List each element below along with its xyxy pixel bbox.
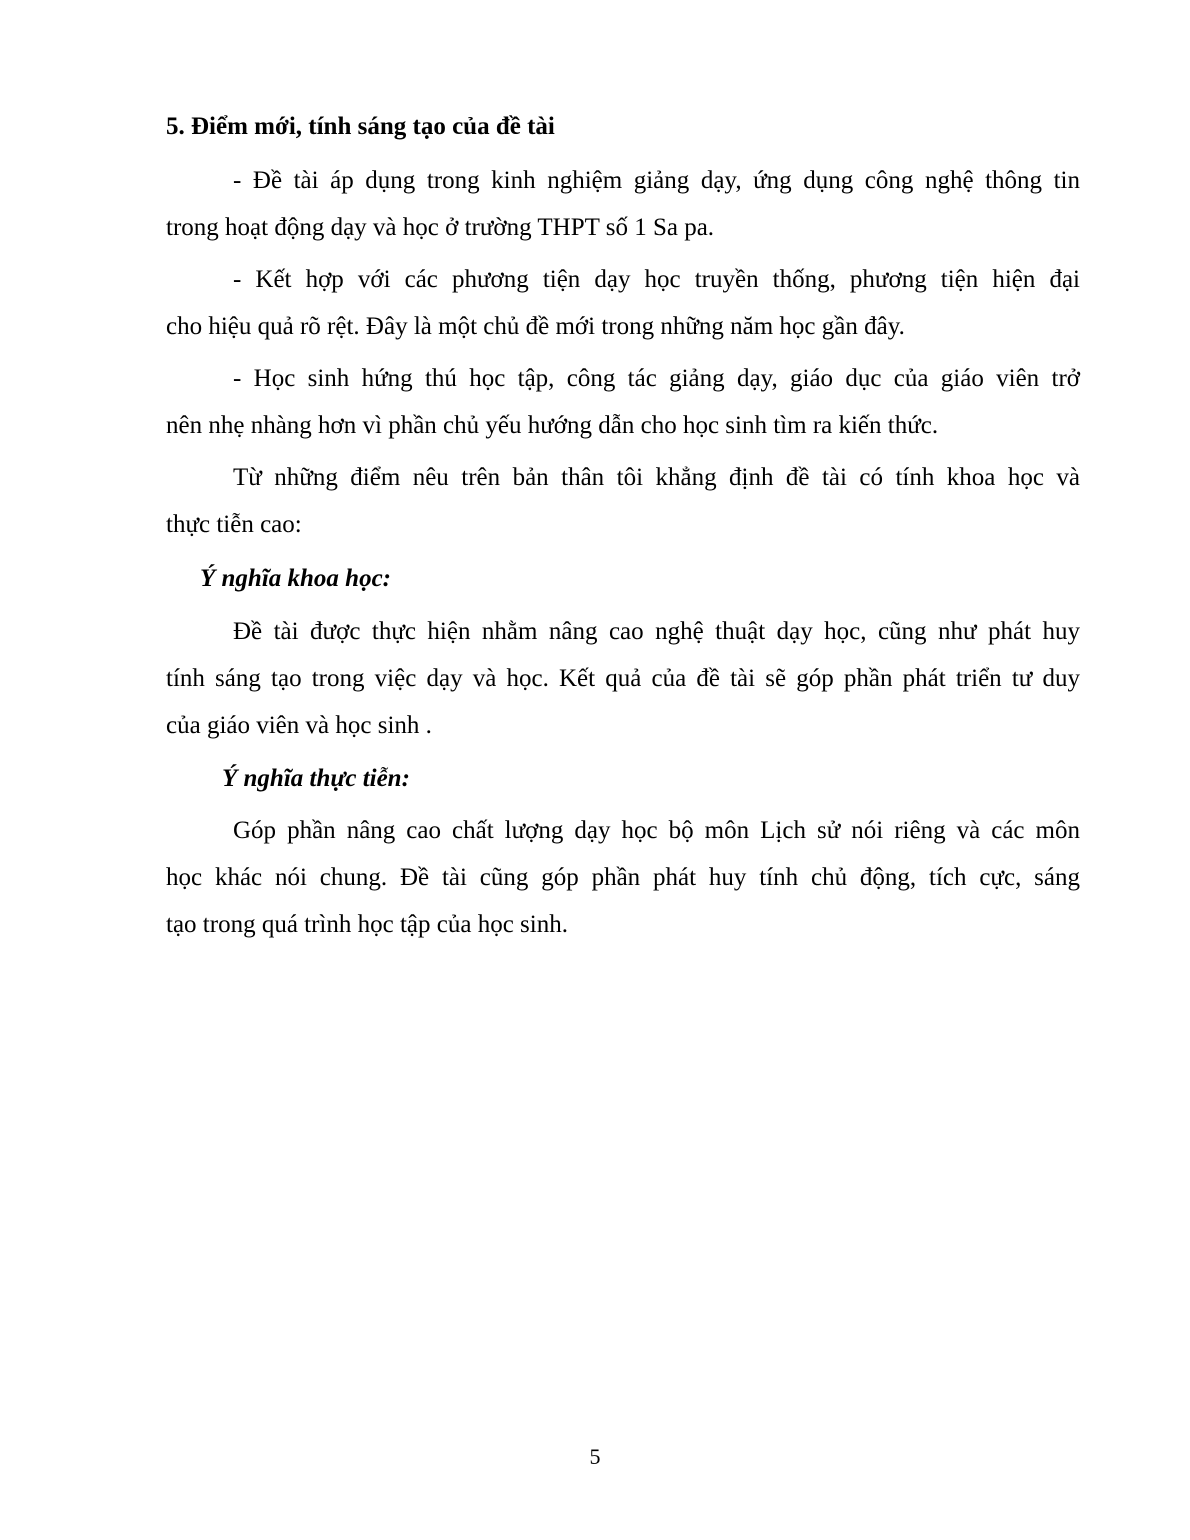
conclusion-line-2: thực tiễn cao:	[166, 511, 302, 538]
page-number: 5	[589, 1444, 601, 1469]
practical-heading: Ý nghĩa thực tiễn:	[222, 765, 410, 792]
scientific-heading: Ý nghĩa khoa học:	[200, 565, 392, 592]
bullet-1-line-1: - Đề tài áp dụng trong kinh nghiệm giảng dạy, ứng dụng công nghệ thông tin	[233, 167, 1080, 194]
scientific-line-2: tính sáng tạo trong việc dạy và học. Kết quả của đề tài sẽ góp phần phát triển tư duy	[166, 665, 1080, 692]
section-heading: 5. Điểm mới, tính sáng tạo của đề tài	[166, 113, 555, 140]
conclusion-line-1: Từ những điểm nêu trên bản thân tôi khẳng định đề tài có tính khoa học và	[233, 464, 1080, 491]
bullet-2-line-1: - Kết hợp với các phương tiện dạy học truyền thống, phương tiện hiện đại	[233, 266, 1080, 293]
scientific-line-3: của giáo viên và học sinh .	[166, 712, 432, 739]
practical-line-3: tạo trong quá trình học tập của học sinh.	[166, 911, 568, 938]
practical-line-2: học khác nói chung. Đề tài cũng góp phần phát huy tính chủ động, tích cực, sáng	[166, 864, 1080, 891]
bullet-3-line-2: nên nhẹ nhàng hơn vì phần chủ yếu hướng dẫn cho học sinh tìm ra kiến thức.	[166, 412, 939, 439]
practical-line-1: Góp phần nâng cao chất lượng dạy học bộ môn Lịch sử nói riêng và các môn	[233, 817, 1080, 844]
bullet-1-line-2: trong hoạt động dạy và học ở trường THPT số 1 Sa pa.	[166, 214, 715, 241]
bullet-2-line-2: cho hiệu quả rõ rệt. Đây là một chủ đề mới trong những năm học gần đây.	[166, 313, 905, 340]
bullet-3-line-1: - Học sinh hứng thú học tập, công tác giảng dạy, giáo dục của giáo viên trở	[233, 365, 1080, 392]
scientific-line-1: Đề tài được thực hiện nhằm nâng cao nghệ thuật dạy học, cũng như phát huy	[233, 618, 1080, 645]
